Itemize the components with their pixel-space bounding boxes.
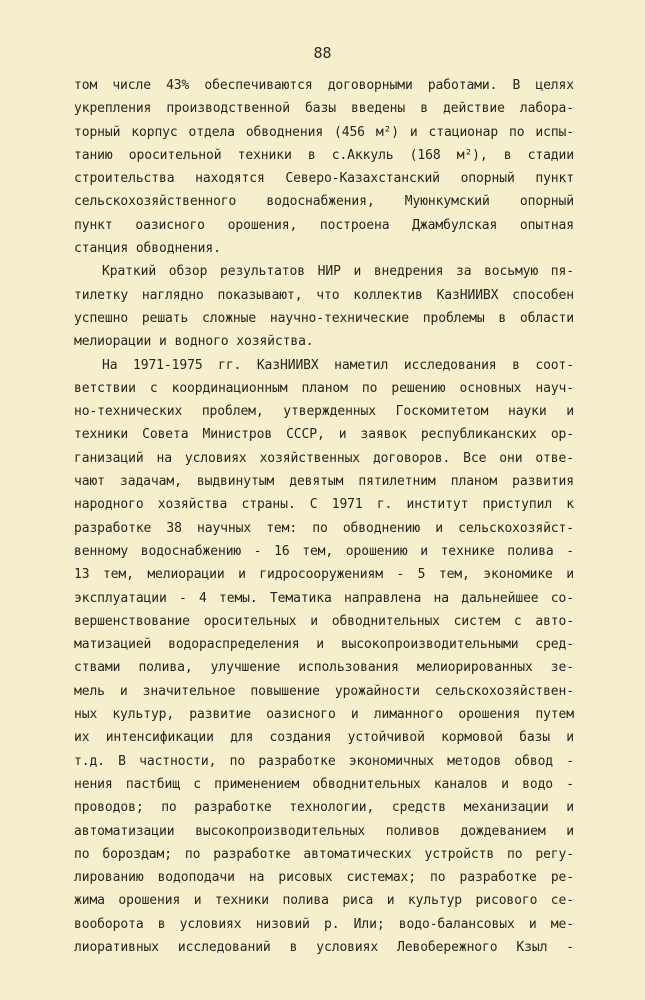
text-line: жима орошения и техники полива риса и культур рисового се-: [74, 893, 574, 909]
text-line: венному водоснабжению - 16 тем, орошению и технике полива -: [74, 543, 574, 559]
text-line: нения пастбищ с применением обводнительных каналов и водо -: [74, 776, 574, 792]
text-line: торный корпус отдела обводнения (456 м²) и стационар по испы-: [74, 124, 574, 140]
text-line: строительства находятся Северо-Казахстанский опорный пункт: [74, 171, 574, 187]
text-line: сельскохозяйственного водоснабжения, Муюнкумский опорный: [74, 194, 574, 210]
text-line: ных культур, развитие оазисного и лиманного орошения путем: [74, 707, 574, 723]
text-line: тилетку наглядно показывают, что коллектив КазНИИВХ способен: [74, 287, 574, 303]
text-line: по бороздам; по разработке автоматических устройств по регу-: [74, 846, 574, 862]
text-line: эксплуатации - 4 темы. Тематика направлена на дальнейшее со-: [74, 590, 574, 606]
text-line: но-технических проблем, утвержденных Госкомитетом науки и: [74, 404, 574, 420]
text-line: укрепления производственной базы введены в действие лабора-: [74, 101, 574, 117]
text-line: т.д. В частности, по разработке экономичных методов обвод -: [74, 753, 574, 769]
text-line: мелиорации и водного хозяйства.: [74, 334, 314, 350]
text-line: лированию водоподачи на рисовых системах; по разработке ре-: [74, 870, 574, 886]
text-line: техники Совета Министров СССР, и заявок республиканских ор-: [74, 427, 574, 443]
text-line: народного хозяйства страны. С 1971 г. институт приступил к: [74, 497, 574, 513]
text-line: станция обводнения.: [74, 241, 221, 257]
body-text: [74, 74, 574, 959]
text-line: вооборота в условиях низовий р. Или; водо-балансовых и ме-: [74, 916, 574, 932]
text-line: ствами полива, улучшение использования мелиорированных зе-: [74, 660, 574, 676]
text-line: Краткий обзор результатов НИР и внедрения за восьмую пя-: [102, 264, 574, 280]
text-line: мель и значительное повышение урожайности сельскохозяйствен-: [74, 683, 574, 699]
text-line: танию оросительной техники в с.Аккуль (168 м²), в стадии: [74, 147, 574, 163]
page-number: 88: [313, 44, 332, 62]
text-line: чают задачам, выдвинутым девятым пятилетним планом развития: [74, 474, 574, 490]
text-line: их интенсификации для создания устойчивой кормовой базы и: [74, 730, 574, 746]
text-line: лиоративных исследований в условиях Левобережного Кзыл -: [74, 939, 574, 955]
text-line: успешно решать сложные научно-технические проблемы в области: [74, 310, 574, 326]
text-line: ветствии с координационным планом по решению основных науч-: [74, 380, 574, 396]
text-line: том числе 43% обеспечиваются договорными работами. В целях: [74, 78, 574, 93]
text-line: проводов; по разработке технологии, средств механизации и: [74, 800, 574, 816]
text-line: вершенствование оросительных и обводнительных систем с авто-: [74, 613, 574, 629]
text-line: матизацией водораспределения и высокопроизводительными сред-: [74, 637, 574, 653]
text-line: 13 тем, мелиорации и гидросооружениям - 5 тем, экономике и: [74, 567, 574, 583]
text-line: На 1971-1975 гг. КазНИИВХ наметил исследования в соот-: [102, 357, 574, 373]
text-line: ганизаций на условиях хозяйственных договоров. Все они отве-: [74, 450, 574, 466]
text-line: разработке 38 научных тем: по обводнению и сельскохозяйст-: [74, 520, 574, 536]
text-line: автоматизации высокопроизводительных поливов дождеванием и: [74, 823, 574, 839]
text-line: пункт оазисного орошения, построена Джамбулская опытная: [74, 217, 574, 233]
